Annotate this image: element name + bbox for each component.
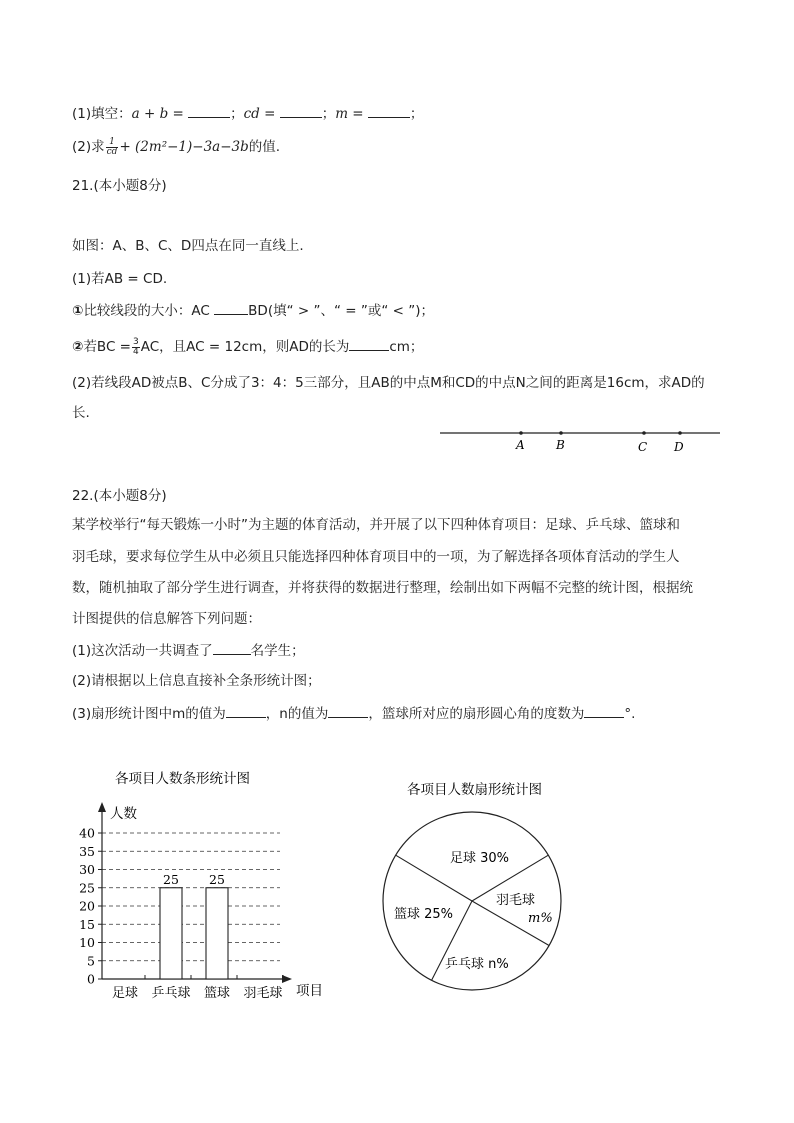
label-a: A [516, 438, 525, 452]
bar [206, 888, 228, 979]
q21-blank-compare[interactable] [214, 300, 248, 315]
point-a [519, 431, 523, 435]
q20-part1-label: (1)填空： [72, 106, 132, 122]
q21-p1: (1)若AB = CD. [72, 271, 168, 287]
bar-y-tick-label: 40 [79, 825, 95, 841]
pie-slice-label: 乒乓球 n% [445, 957, 509, 972]
q21-p1a-line [72, 300, 434, 321]
bar-data-label: 25 [209, 871, 225, 887]
q21-p2-line2: 长. [72, 405, 90, 421]
bar [160, 888, 182, 979]
q21-p2-line1: (2)若线段AD被点B、C分成了3：4：5三部分，且AB的中点M和CD的中点N之间的距离是16cm，求AD的 [72, 375, 705, 391]
q20-part1-line [72, 103, 423, 124]
q20-frac-num: 1 [106, 138, 119, 148]
q20-sep2: ； [321, 106, 336, 122]
label-b: B [556, 438, 565, 452]
q20-part2-prefix: (2)求 [72, 139, 105, 155]
q22-q1-b: 名学生； [250, 643, 305, 659]
bar-x-tick-label: 足球 [111, 986, 139, 1001]
bar-x-tick-label: 乒乓球 [151, 986, 191, 1001]
q21-p1b-text-a: 若BC = [83, 339, 131, 355]
bar-y-tick-label: 15 [79, 916, 95, 932]
q22-para-line1: 某学校举行“每天锻炼一小时”为主题的体育活动，并开展了以下四种体育项目：足球、乒乓球、篮球和 [72, 517, 680, 533]
pie-slice-label: 羽毛球 [496, 893, 536, 908]
bar-data-label: 25 [163, 871, 179, 887]
q21-p1b-frac-den: 4 [133, 346, 139, 357]
q22-blank-total[interactable] [213, 640, 251, 655]
q20-part2-suffix: 的值. [248, 139, 281, 155]
q22-para-line3: 数，随机抽取了部分学生进行调查，并将获得的数据进行整理，绘制出如下两幅不完整的统计图，根据统 [72, 580, 693, 596]
bar-chart-ylabel: 人数 [110, 806, 137, 822]
label-d: D [674, 440, 684, 454]
pie-slice-label: 足球 30% [450, 851, 510, 866]
q20-expr1: a + b = [131, 106, 184, 122]
q22-q1-a: (1)这次活动一共调查了 [72, 643, 213, 659]
q21-p1b-line [72, 336, 423, 357]
bar-y-tick-label: 25 [79, 880, 95, 896]
bar-y-tick-label: 5 [87, 953, 95, 969]
q22-q3-a: (3)扇形统计图中m的值为 [72, 706, 226, 722]
point-d [678, 431, 682, 435]
q21-blank-ad[interactable] [349, 336, 389, 351]
bar-y-tick-label: 0 [87, 971, 95, 987]
q21-p1b-mark: ② [72, 339, 84, 355]
label-c: C [638, 440, 648, 454]
bar-x-tick-label: 篮球 [203, 986, 231, 1001]
bar-x-tick-label: 羽毛球 [243, 986, 283, 1001]
q22-q3-b: ，n的值为 [265, 706, 329, 722]
q22-q2-line: (2)请根据以上信息直接补全条形统计图； [72, 673, 321, 689]
bar-chart-xlabel: 项目 [296, 983, 323, 999]
q22-para-line2: 羽毛球，要求每位学生从中必须且只能选择四种体育项目中的一项，为了解选择各项体育活动的学生人 [72, 549, 680, 565]
q22-q3-c: ，篮球所对应的扇形圆心角的度数为 [368, 706, 585, 722]
q21-p1b-fraction [132, 338, 140, 357]
q21-line-figure [440, 424, 725, 458]
q22-q3-d: °. [624, 706, 636, 722]
bar-y-tick-label: 30 [79, 862, 95, 877]
q22-blank-m[interactable] [226, 703, 266, 718]
q20-expr3: m = [335, 106, 364, 122]
q20-frac-den: cd [106, 146, 118, 157]
bar-chart-axes [79, 802, 292, 1001]
q21-p1a-mark: ① [72, 303, 84, 319]
bar-chart [70, 762, 340, 1007]
point-b [559, 431, 563, 435]
q20-blank-3[interactable] [368, 103, 410, 118]
q20-part2-expr: + (2m²−1)−3a−3b [119, 139, 249, 155]
q22-q1-line [72, 640, 305, 661]
q20-fraction [106, 138, 119, 157]
q22-para-line4: 计图提供的信息解答下列问题： [72, 611, 261, 627]
q20-sep3: ； [409, 106, 424, 122]
point-c [642, 431, 646, 435]
q21-p1b-frac-num: 3 [133, 336, 139, 347]
bar-y-tick-label: 35 [79, 843, 95, 859]
bar-y-arrow [98, 802, 106, 812]
pie-chart-marks [394, 850, 553, 980]
q22-heading: 22.(本小题8分) [72, 488, 167, 504]
pie-slice-label: 篮球 25% [394, 907, 454, 922]
bar-chart-title: 各项目人数条形统计图 [115, 771, 250, 787]
q20-blank-2[interactable] [280, 103, 322, 118]
bar-y-tick-label: 10 [79, 935, 95, 950]
q21-p1b-text-c: cm； [389, 339, 424, 355]
q20-sep1: ； [230, 106, 244, 122]
pie-slice-sublabel: m% [528, 911, 553, 926]
q21-p1a-text-b: BD(填“ > ”、“ = ”或“ < ”)； [248, 303, 435, 319]
bar-chart-grid [102, 833, 280, 961]
bar-y-tick-label: 20 [79, 898, 95, 914]
q21-heading: 21.(本小题8分) [72, 178, 167, 194]
q21-p1b-text-b: AC，且AC = 12cm，则AD的长为 [140, 339, 350, 355]
q20-expr2: cd = [243, 106, 276, 122]
q22-q3-line [72, 703, 635, 724]
q20-blank-1[interactable] [188, 103, 230, 118]
q22-blank-n[interactable] [328, 703, 368, 718]
q20-part2-line [72, 137, 280, 157]
q22-blank-angle[interactable] [584, 703, 624, 718]
pie-chart [370, 772, 580, 1002]
pie-chart-title: 各项目人数扇形统计图 [407, 782, 542, 798]
q21-intro: 如图：A、B、C、D四点在同一直线上. [72, 238, 304, 254]
q21-p1a-text-a: 比较线段的大小：AC [83, 303, 210, 319]
